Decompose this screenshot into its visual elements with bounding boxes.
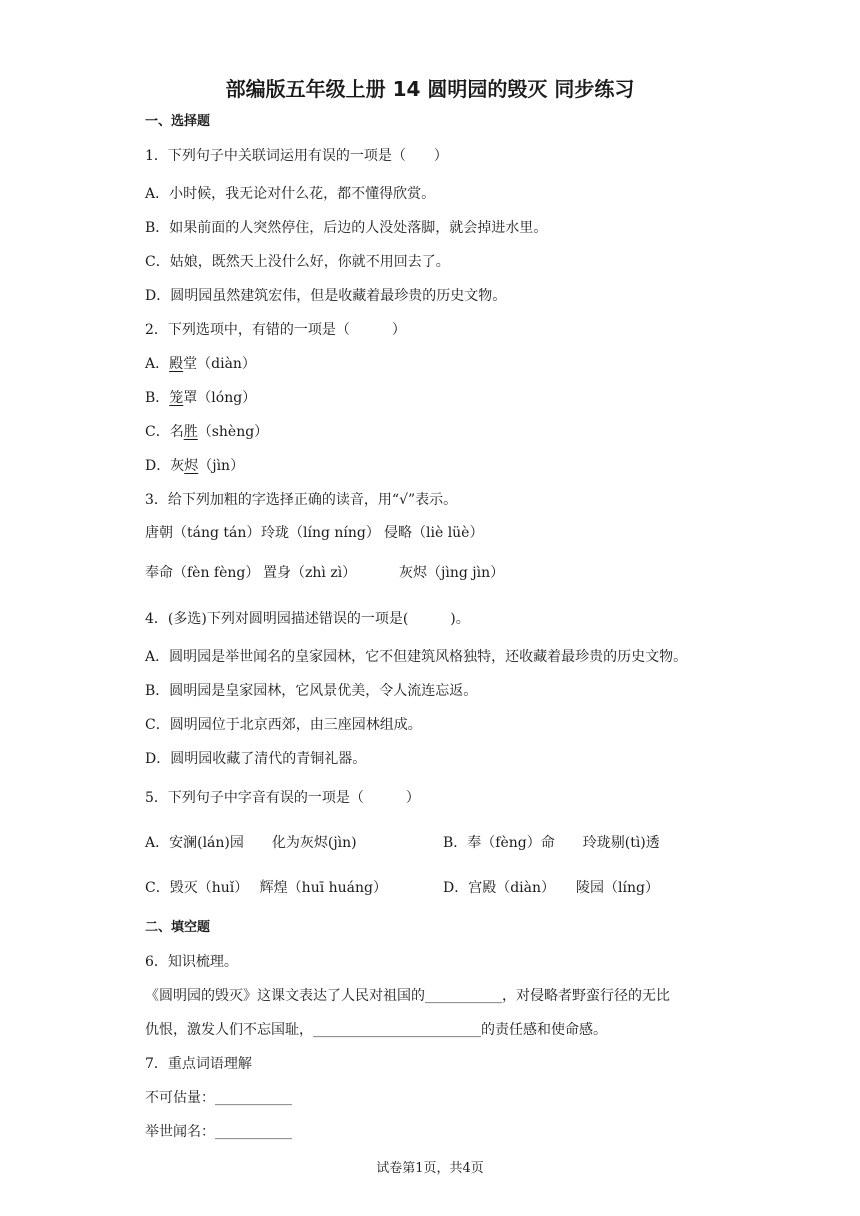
question-4-option-b: B．圆明园是皇家园林，它风景优美，令人流连忘返。 <box>145 683 478 699</box>
question-3-item: 奉命（fèn fèng） <box>145 565 260 581</box>
question-5-option-d: D．宫殿（diàn） 陵园（líng） <box>443 880 659 896</box>
text: 的责任感和使命感。 <box>481 1022 607 1038</box>
text: ，对侵略者野蛮行径的无比 <box>502 988 670 1004</box>
question-6-stem: 6．知识梳理。 <box>145 954 238 970</box>
question-4-option-a: A．圆明园是举世闻名的皇家园林，它不但建筑风格独特，还收藏着最珍贵的历史文物。 <box>145 649 688 665</box>
underlined-char: 笼 <box>169 390 184 406</box>
option-rest: 罩（lóng） <box>183 390 257 406</box>
question-1-option-a: A．小时候，我无论对什么花，都不懂得欣赏。 <box>145 186 436 202</box>
question-2-option-b <box>145 389 256 407</box>
question-6-line-1 <box>145 987 670 1005</box>
question-2-stem: 2．下列选项中，有错的一项是（ ） <box>145 322 406 338</box>
question-7-stem: 7．重点词语理解 <box>145 1056 252 1072</box>
question-5-option-a: A．安澜(lán)园 化为灰烬(jìn) <box>145 835 357 851</box>
page-title: 部编版五年级上册 14 圆明园的毁灭 同步练习 <box>225 77 635 101</box>
question-1-option-d: D．圆明园虽然建筑宏伟，但是收藏着最珍贵的历史文物。 <box>145 288 507 304</box>
question-3-stem: 3．给下列加粗的字选择正确的读音，用“√”表示。 <box>145 492 458 508</box>
answer-blank[interactable]: ________________________ <box>313 1022 481 1038</box>
question-2-option-a <box>145 355 256 373</box>
question-5-option-c: C．毁灭（huǐ） 辉煌（huī huáng） <box>145 880 387 896</box>
option-rest: （shèng） <box>197 424 269 440</box>
section-heading-fill: 二、填空题 <box>145 920 211 935</box>
underlined-char: 烬 <box>184 458 199 474</box>
question-3-item: 玲珑（líng níng） <box>261 525 380 541</box>
question-4-stem: 4．(多选)下列对圆明园描述错误的一项是( )。 <box>145 611 470 627</box>
question-3-item: 置身（zhì zì） <box>263 565 357 581</box>
section-heading-choice: 一、选择题 <box>145 114 211 129</box>
question-1-option-b: B．如果前面的人突然停住，后边的人没处落脚，就会掉进水里。 <box>145 220 548 236</box>
question-2-option-c <box>145 423 268 441</box>
page-footer: 试卷第1页，共4页 <box>376 1161 484 1176</box>
question-1-option-c: C．姑娘，既然天上没什么好，你就不用回去了。 <box>145 254 450 270</box>
text: 《圆明园的毁灭》这课文表达了人民对祖国的 <box>145 988 425 1004</box>
answer-blank[interactable]: ___________ <box>425 988 502 1004</box>
underlined-char: 殿 <box>169 356 184 372</box>
option-prefix: A． <box>145 356 170 372</box>
option-rest: 堂（diàn） <box>183 356 256 372</box>
question-5-option-b: B．奉（fèng）命 玲珑剔(tì)透 <box>443 835 660 851</box>
term: 不可估量： <box>145 1090 215 1106</box>
answer-blank[interactable]: ___________ <box>215 1090 292 1106</box>
answer-blank[interactable]: ___________ <box>215 1124 292 1140</box>
option-rest: （jìn） <box>198 458 245 474</box>
question-5-stem: 5．下列句子中字音有误的一项是（ ） <box>145 790 420 806</box>
question-2-option-d <box>145 457 244 475</box>
question-3-item: 侵略（liè lüè） <box>384 525 484 541</box>
question-4-option-c: C．圆明园位于北京西郊，由三座园林组成。 <box>145 717 422 733</box>
underlined-char: 胜 <box>183 424 198 440</box>
question-7-item-1 <box>145 1089 292 1107</box>
question-1-stem: 1．下列句子中关联词运用有误的一项是（ ） <box>145 148 448 164</box>
question-6-line-2 <box>145 1021 607 1039</box>
question-3-item: 唐朝（táng tán） <box>145 525 261 541</box>
option-prefix: C．名 <box>145 424 184 440</box>
question-3-item: 灰烬（jìng jìn） <box>399 565 505 581</box>
option-prefix: D．灰 <box>145 458 185 474</box>
question-4-option-d: D．圆明园收藏了清代的青铜礼器。 <box>145 751 367 767</box>
term: 举世闻名： <box>145 1124 215 1140</box>
text: 仇恨，激发人们不忘国耻， <box>145 1022 313 1038</box>
option-prefix: B． <box>145 390 170 406</box>
question-7-item-2 <box>145 1123 292 1141</box>
